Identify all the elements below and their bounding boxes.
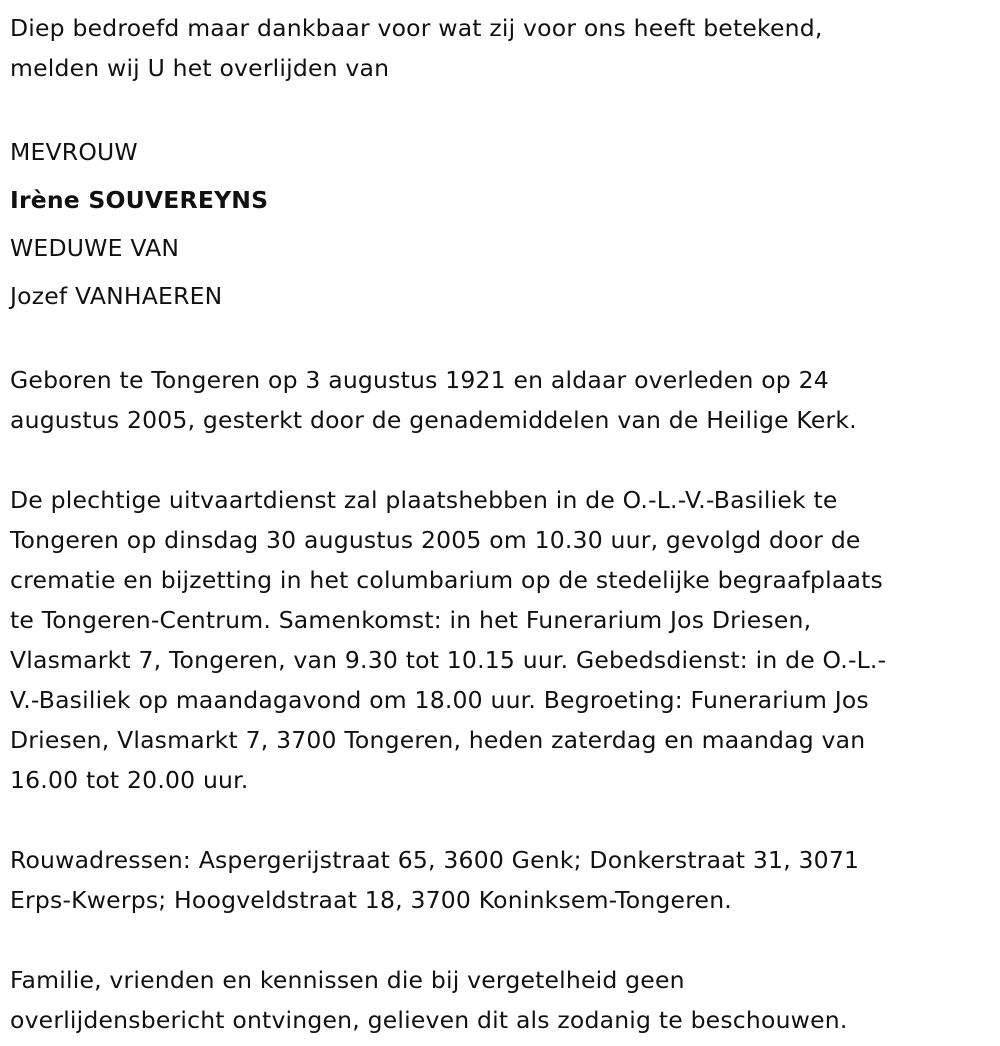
address-line: Erps-Kwerps; Hoogveldstraat 18, 3700 Koninksem-Tongeren. [10,886,732,914]
closing-line: overlijdensbericht ontvingen, gelieven dit als zodanig te beschouwen. [10,1006,848,1034]
intro-line: melden wij U het overlijden van [10,54,390,82]
paragraph-gap [10,88,995,128]
paragraph-gap [10,800,995,840]
service-line: Vlasmarkt 7, Tongeren, van 9.30 tot 10.15 uur. Gebedsdienst: in de O.-L.- [10,646,887,674]
service-line: crematie en bijzetting in het columbarium op de stedelijke begraafplaats [10,566,883,594]
deceased-relation: WEDUWE VAN [10,234,180,262]
address-line: Rouwadressen: Aspergerijstraat 65, 3600 Genk; Donkerstraat 31, 3071 [10,846,860,874]
service-line: De plechtige uitvaartdienst zal plaatshebben in de O.-L.-V.-Basiliek te [10,486,838,514]
service-line: Driesen, Vlasmarkt 7, 3700 Tongeren, heden zaterdag en maandag van [10,726,866,754]
intro-line: Diep bedroefd maar dankbaar voor wat zij voor ons heeft betekend, [10,14,823,42]
paragraph-gap [10,320,995,360]
birth-death-line: augustus 2005, gesterkt door de genademiddelen van de Heilige Kerk. [10,406,857,434]
service-line: 16.00 tot 20.00 uur. [10,766,249,794]
service-line: Tongeren op dinsdag 30 augustus 2005 om 10.30 uur, gevolgd door de [10,526,861,554]
service-line: V.-Basiliek op maandagavond om 18.00 uur. Begroeting: Funerarium Jos [10,686,869,714]
obituary-notice [10,8,995,1040]
service-line: te Tongeren-Centrum. Samenkomst: in het Funerarium Jos Driesen, [10,606,812,634]
deceased-title: MEVROUW [10,138,138,166]
paragraph-gap [10,920,995,960]
closing-line: Familie, vrienden en kennissen die bij vergetelheid geen [10,966,685,994]
spouse-name: Jozef VANHAEREN [10,282,223,310]
paragraph-gap [10,440,995,480]
birth-death-line: Geboren te Tongeren op 3 augustus 1921 en aldaar overleden op 24 [10,366,829,394]
deceased-name: Irène SOUVEREYNS [10,186,269,214]
